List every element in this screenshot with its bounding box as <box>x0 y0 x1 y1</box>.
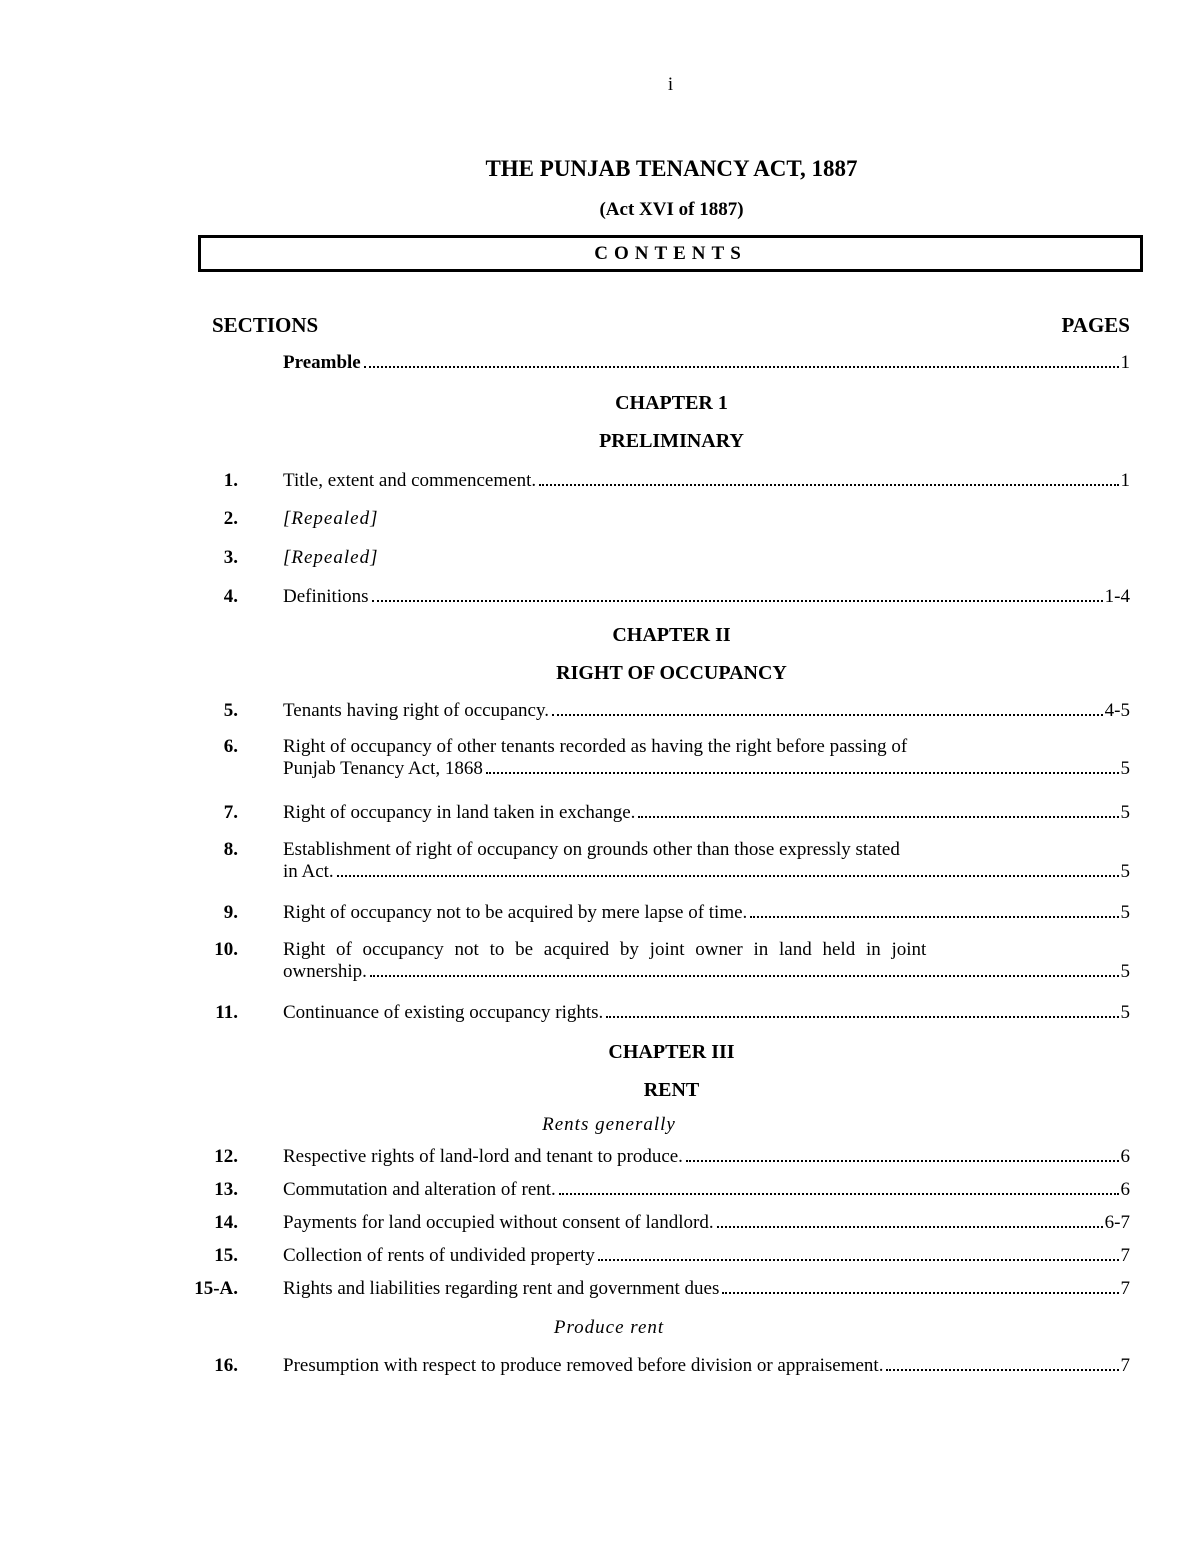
page-number: i <box>667 74 674 95</box>
leader-dots <box>638 816 1118 818</box>
chapter-name: PRELIMINARY <box>599 430 744 452</box>
chapter-name: RIGHT OF OCCUPANCY <box>556 662 787 684</box>
leader-dots <box>717 1226 1103 1228</box>
section-number: 5. <box>223 700 238 721</box>
entry-text: Presumption with respect to produce removed before division or appraisement. <box>283 1355 884 1376</box>
leader-dots <box>722 1292 1118 1294</box>
entry-text: Continuance of existing occupancy rights. <box>283 1002 604 1023</box>
leader-dots <box>370 975 1119 977</box>
entry-text-line1: Establishment of right of occupancy on grounds other than those expressly stated <box>283 839 900 860</box>
leader-dots <box>686 1160 1119 1162</box>
pages-column-header: PAGES <box>1061 313 1130 337</box>
entry-page: 6-7 <box>1104 1212 1130 1233</box>
leader-dots <box>372 600 1103 602</box>
sections-column-header: SECTIONS <box>212 313 319 337</box>
entry-page: 6 <box>1120 1179 1130 1200</box>
entry-page: 5 <box>1120 902 1130 923</box>
entry-text: Right of occupancy not to be acquired by mere lapse of time. <box>283 902 748 923</box>
document-subtitle: (Act XVI of 1887) <box>599 199 744 220</box>
section-number: 13. <box>214 1179 238 1200</box>
subheading-produce-rent: Produce rent <box>553 1317 665 1338</box>
entry-text: [Repealed] <box>283 508 379 529</box>
entry-page: 5 <box>1120 1002 1130 1023</box>
entry-text: Respective rights of land-lord and tenant to produce. <box>283 1146 683 1167</box>
section-number: 2. <box>223 508 238 529</box>
section-number: 1. <box>223 470 238 491</box>
leader-dots <box>559 1193 1119 1195</box>
entry-text: Rights and liabilities regarding rent and government dues <box>283 1278 720 1299</box>
entry-text: Definitions <box>283 586 369 607</box>
section-number: 8. <box>223 839 238 860</box>
entry-text: ownership. <box>283 961 367 982</box>
entry-page: 6 <box>1120 1146 1130 1167</box>
entry-text: Tenants having right of occupancy. <box>283 700 549 721</box>
entry-page: 7 <box>1120 1355 1130 1376</box>
leader-dots <box>539 484 1118 486</box>
entry-page: 1 <box>1120 470 1130 491</box>
entry-page: 5 <box>1120 961 1130 982</box>
entry-page: 7 <box>1120 1278 1130 1299</box>
entry-page: 5 <box>1120 861 1130 882</box>
entry-text: Title, extent and commencement. <box>283 470 537 491</box>
entry-page: 4-5 <box>1104 700 1130 721</box>
entry-text-line1 <box>283 939 1060 961</box>
leader-dots <box>486 772 1119 774</box>
leader-dots <box>552 714 1103 716</box>
section-number: 12. <box>214 1146 238 1167</box>
section-number: 16. <box>214 1355 238 1376</box>
section-number: 4. <box>223 586 238 607</box>
subheading-rents-generally: Rents generally <box>542 1114 676 1135</box>
section-number: 14. <box>214 1212 238 1233</box>
chapter-name: RENT <box>643 1079 700 1101</box>
entry-text: Collection of rents of undivided property <box>283 1245 595 1266</box>
entry-text: Preamble <box>283 352 361 373</box>
entry-page: 5 <box>1120 758 1130 779</box>
chapter-heading: CHAPTER II <box>612 624 731 646</box>
entry-page: 1-4 <box>1104 586 1130 607</box>
entry-text-line1-content: Right of occupancy not to be acquired by joint owner in land held in joint <box>283 939 927 960</box>
entry-page: 7 <box>1120 1245 1130 1266</box>
leader-dots <box>886 1369 1118 1371</box>
entry-text: in Act. <box>283 861 334 882</box>
entry-text-line1: Right of occupancy of other tenants recorded as having the right before passing of <box>283 736 908 757</box>
chapter-heading: CHAPTER 1 <box>615 392 728 414</box>
section-number: 10. <box>214 939 238 960</box>
leader-dots <box>750 916 1118 918</box>
section-number: 6. <box>223 736 238 757</box>
entry-page: 1 <box>1120 352 1130 373</box>
chapter-heading: CHAPTER III <box>608 1041 735 1063</box>
entry-text: Punjab Tenancy Act, 1868 <box>283 758 483 779</box>
entry-text: Payments for land occupied without consent of landlord. <box>283 1212 714 1233</box>
section-number: 9. <box>223 902 238 923</box>
section-number: 15. <box>214 1245 238 1266</box>
leader-dots <box>606 1016 1118 1018</box>
entry-text: [Repealed] <box>283 547 379 568</box>
section-number: 7. <box>223 802 238 823</box>
section-number: 11. <box>215 1002 238 1023</box>
document-title: THE PUNJAB TENANCY ACT, 1887 <box>485 156 858 181</box>
section-number: 3. <box>223 547 238 568</box>
contents-banner: CONTENTS <box>198 235 1143 272</box>
entry-page: 5 <box>1120 802 1130 823</box>
entry-text: Commutation and alteration of rent. <box>283 1179 556 1200</box>
leader-dots <box>598 1259 1119 1261</box>
section-number: 15-A. <box>194 1278 238 1299</box>
leader-dots <box>364 366 1119 368</box>
leader-dots <box>337 875 1119 877</box>
entry-text: Right of occupancy in land taken in exchange. <box>283 802 636 823</box>
